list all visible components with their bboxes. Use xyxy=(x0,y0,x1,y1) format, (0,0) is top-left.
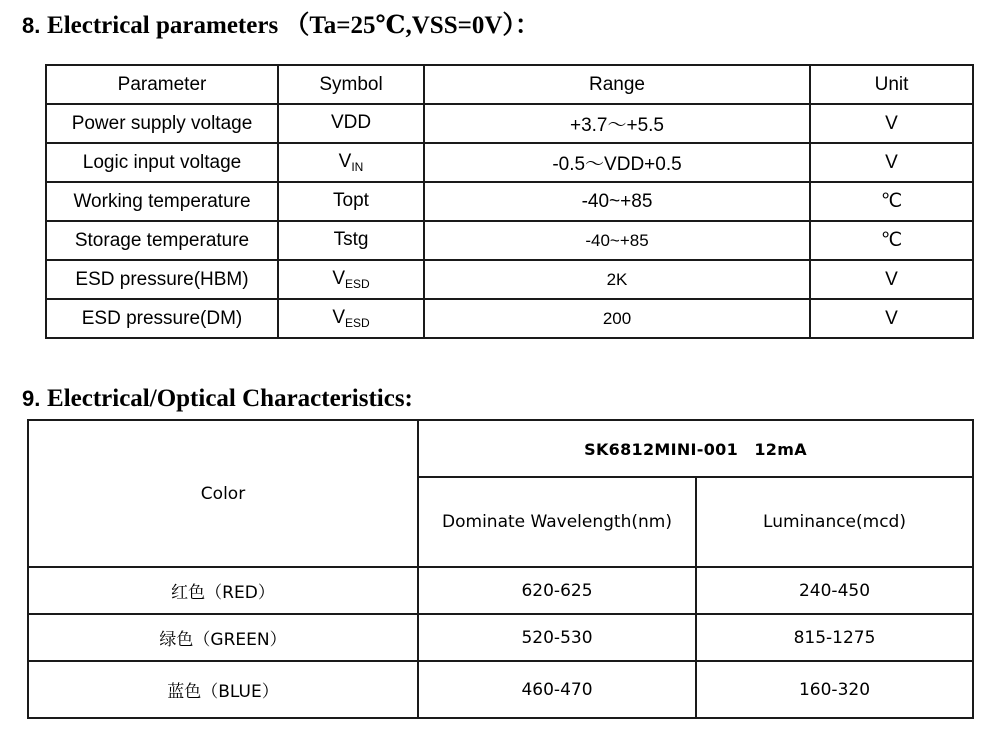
table-row xyxy=(46,104,973,143)
section-number: 8. xyxy=(22,13,41,38)
electrical-parameters-table xyxy=(45,64,974,339)
color-cell: 绿色（GREEN） xyxy=(28,614,418,661)
table-header-row xyxy=(46,65,973,104)
symbol-cell: $V_{ESD}$ xyxy=(278,260,424,299)
table-row xyxy=(46,143,973,182)
header-wavelength: Dominate Wavelength(nm) xyxy=(418,477,696,567)
section-title: Electrical/Optical Characteristics: xyxy=(47,385,413,412)
section-9-heading xyxy=(22,386,413,411)
color-cell: 红色（RED） xyxy=(28,567,418,614)
section-title: Electrical parameters （Ta=25℃,VSS=0V）： xyxy=(47,12,540,39)
wavelength-cell: 520-530 xyxy=(418,614,696,661)
table-row xyxy=(46,260,973,299)
luminance-cell: 160-320 xyxy=(696,661,973,718)
header-symbol: Symbol xyxy=(278,65,424,104)
parameter-cell: Working temperature xyxy=(46,182,278,221)
unit-cell: V xyxy=(810,299,973,338)
symbol-cell: $V_{IN}$ xyxy=(278,143,424,182)
parameter-cell: ESD pressure(DM) xyxy=(46,299,278,338)
table-row xyxy=(46,182,973,221)
table-row xyxy=(28,567,973,614)
parameter-cell: Power supply voltage xyxy=(46,104,278,143)
section-number: 9. xyxy=(22,386,41,411)
range-cell: -40~+85 xyxy=(424,182,810,221)
range-cell: -0.5～VDD+0.5 xyxy=(424,143,810,182)
symbol-cell: Tstg xyxy=(278,221,424,260)
header-range: Range xyxy=(424,65,810,104)
symbol-cell: Topt xyxy=(278,182,424,221)
header-unit: Unit xyxy=(810,65,973,104)
parameter-cell: Storage temperature xyxy=(46,221,278,260)
table-header-row xyxy=(28,420,973,477)
header-color: Color xyxy=(28,420,418,567)
unit-cell: V xyxy=(810,143,973,182)
section-8-heading xyxy=(22,13,540,38)
symbol-cell: VDD xyxy=(278,104,424,143)
table-row xyxy=(46,221,973,260)
range-cell: -40~+85 xyxy=(424,221,810,260)
range-cell: 200 xyxy=(424,299,810,338)
symbol-cell: $V_{ESD}$ xyxy=(278,299,424,338)
parameter-cell: Logic input voltage xyxy=(46,143,278,182)
color-cell: 蓝色（BLUE） xyxy=(28,661,418,718)
unit-cell: ℃ xyxy=(810,221,973,260)
wavelength-cell: 460-470 xyxy=(418,661,696,718)
unit-cell: ℃ xyxy=(810,182,973,221)
luminance-cell: 815-1275 xyxy=(696,614,973,661)
header-parameter: Parameter xyxy=(46,65,278,104)
range-cell: +3.7～+5.5 xyxy=(424,104,810,143)
header-product: SK6812MINI-001 12mA xyxy=(418,420,973,477)
parameter-cell: ESD pressure(HBM) xyxy=(46,260,278,299)
header-luminance: Luminance(mcd) xyxy=(696,477,973,567)
table-row xyxy=(28,661,973,718)
range-cell: 2K xyxy=(424,260,810,299)
table-row xyxy=(28,614,973,661)
unit-cell: V xyxy=(810,104,973,143)
optical-characteristics-table xyxy=(27,419,974,719)
unit-cell: V xyxy=(810,260,973,299)
wavelength-cell: 620-625 xyxy=(418,567,696,614)
table-row xyxy=(46,299,973,338)
luminance-cell: 240-450 xyxy=(696,567,973,614)
